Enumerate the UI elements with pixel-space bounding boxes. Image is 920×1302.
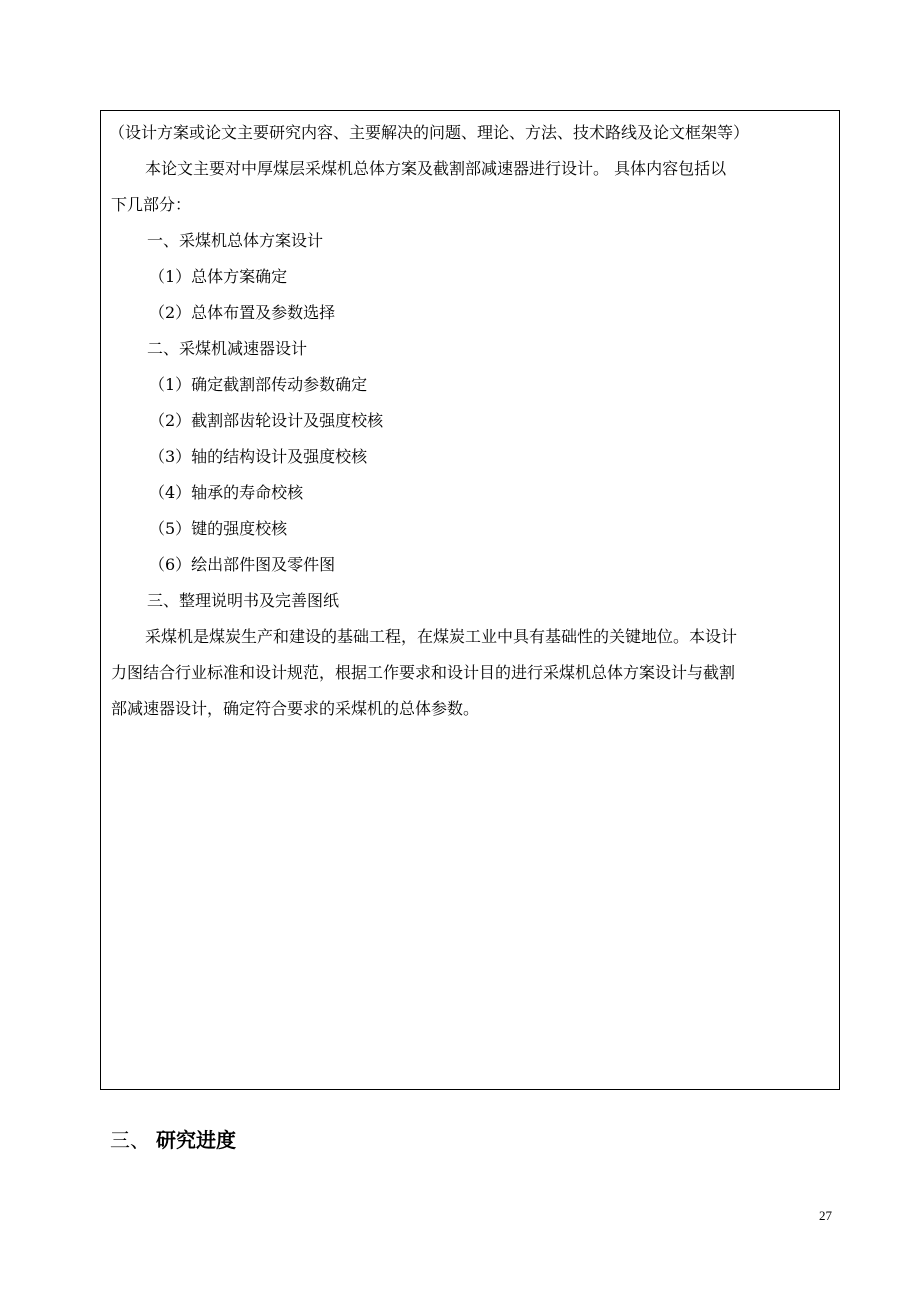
list-item: （2）截割部齿轮设计及强度校核 bbox=[149, 411, 384, 430]
intro-prompt-line: （设计方案或论文主要研究内容、主要解决的问题、理论、方法、技术路线及论文框架等） bbox=[109, 123, 750, 142]
section-title-text: 研究进度 bbox=[156, 1128, 236, 1152]
paragraph-line: 力图结合行业标准和设计规范，根据工作要求和设计目的进行采煤机总体方案设计与截割 bbox=[111, 663, 736, 682]
section-heading bbox=[110, 1127, 236, 1153]
content-box bbox=[100, 110, 840, 1090]
heading-line: 一、采煤机总体方案设计 bbox=[147, 231, 324, 250]
paragraph-line: 本论文主要对中厚煤层采煤机总体方案及截割部减速器进行设计。 具体内容包括以 bbox=[145, 159, 727, 178]
list-item: （6）绘出部件图及零件图 bbox=[149, 555, 336, 574]
heading-line: 二、采煤机减速器设计 bbox=[147, 339, 308, 358]
list-item: （1）总体方案确定 bbox=[149, 267, 288, 286]
list-item: （2）总体布置及参数选择 bbox=[149, 303, 336, 322]
list-item: （1）确定截割部传动参数确定 bbox=[149, 375, 368, 394]
paragraph-line: 部减速器设计，确定符合要求的采煤机的总体参数。 bbox=[111, 699, 480, 718]
page-number: 27 bbox=[819, 1208, 832, 1223]
heading-line: 三、整理说明书及完善图纸 bbox=[147, 591, 340, 610]
list-item: （4）轴承的寿命校核 bbox=[149, 483, 304, 502]
paragraph-line: 采煤机是煤炭生产和建设的基础工程，在煤炭工业中具有基础性的关键地位。本设计 bbox=[145, 627, 738, 646]
section-number: 三、 bbox=[110, 1128, 150, 1152]
list-item: （5）键的强度校核 bbox=[149, 519, 288, 538]
list-item: （3）轴的结构设计及强度校核 bbox=[149, 447, 368, 466]
paragraph-line: 下几部分： bbox=[111, 195, 192, 214]
